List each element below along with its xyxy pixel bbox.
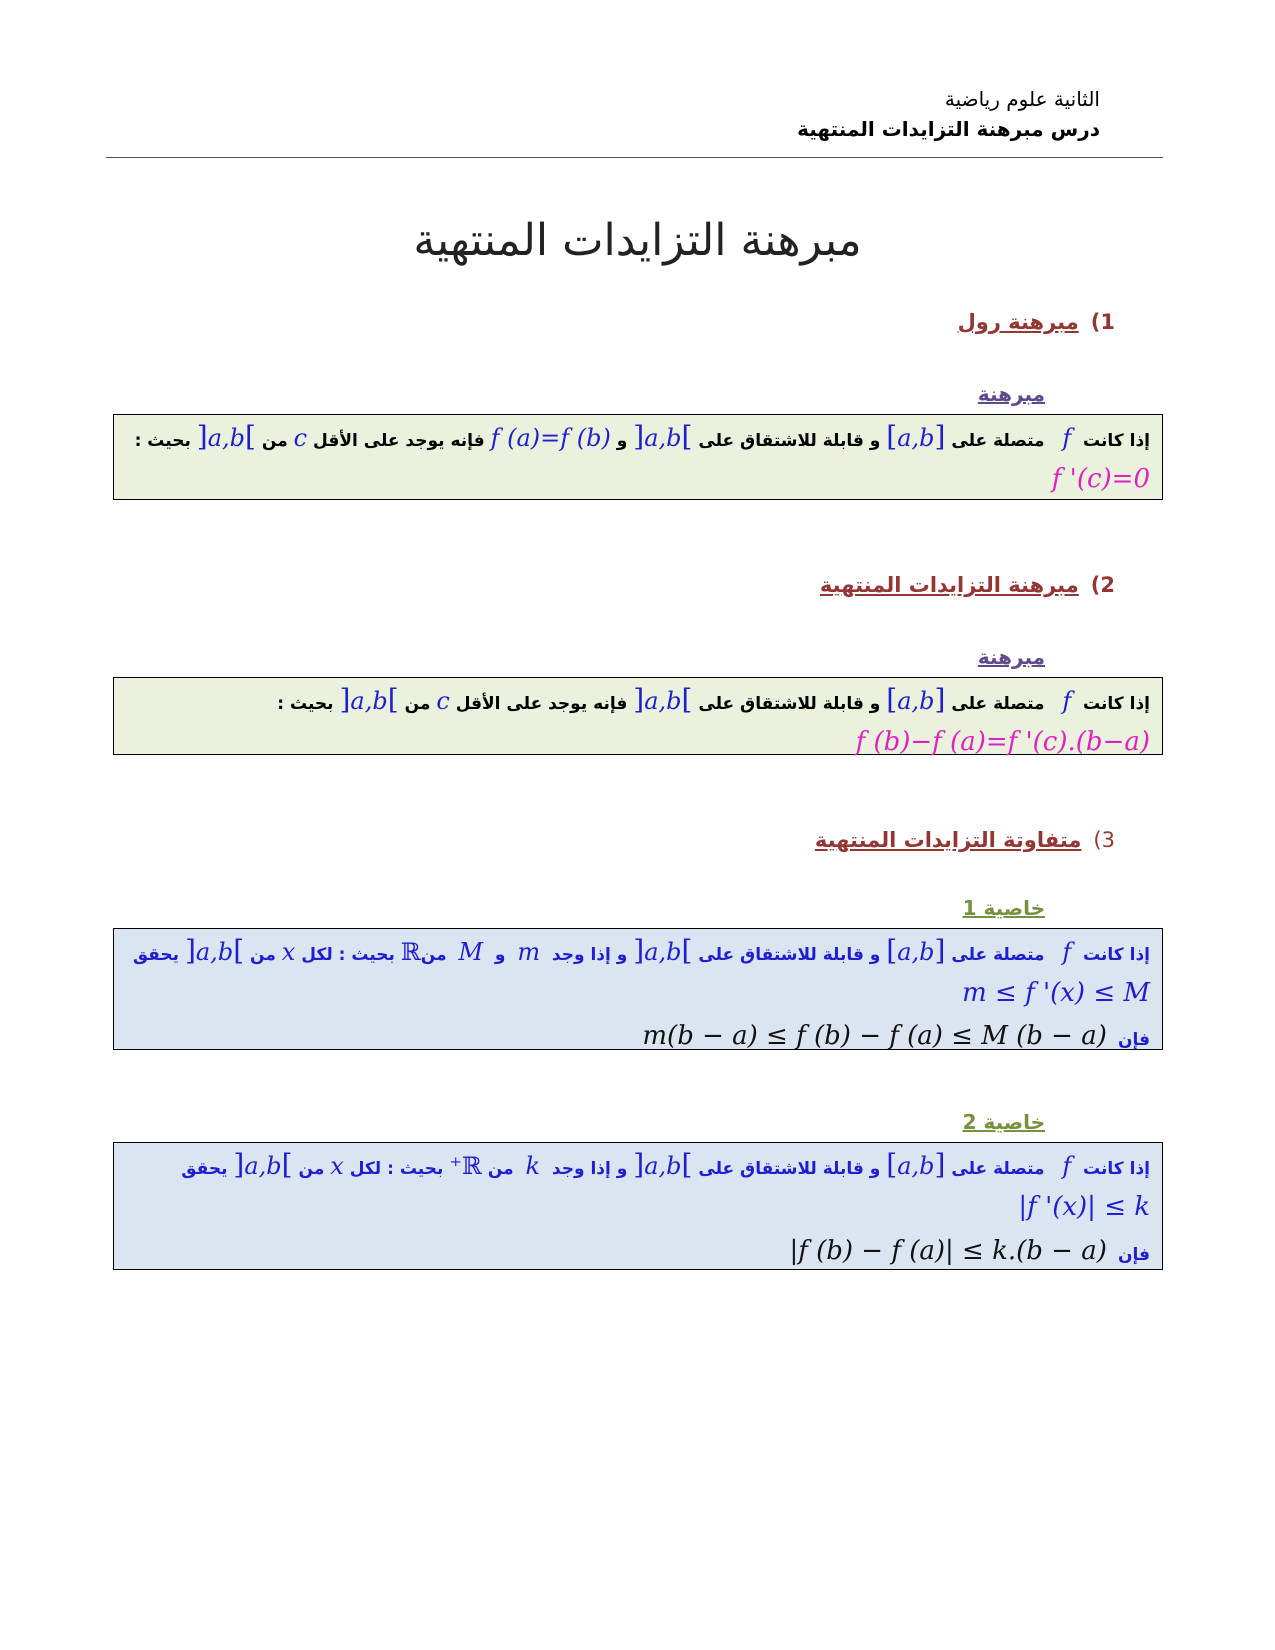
property-1-statement: إذا كانت f متصلة على [a,b] و قابلة للاشتقاق على ]a,b[ و إذا وجد m و M منℝ بحيث : لكل x من ]a,b[ يحقق bbox=[132, 934, 1150, 967]
abs-inequality-formula: |f (b) − f (a)| ≤ k.(b − a) bbox=[789, 1236, 1107, 1266]
theorem-label: مبرهنة bbox=[977, 382, 1045, 406]
property-1-box: إذا كانت f متصلة على [a,b] و قابلة للاشتقاق على ]a,b[ و إذا وجد m و M منℝ بحيث : لكل x من ]a,b[ يحقق m ≤ f '(x) ≤ M فإن m(b − a) ≤ f (b) − f (a) ≤ M (b − a) bbox=[113, 928, 1163, 1050]
page-title: مبرهنة التزايدات المنتهية bbox=[413, 215, 862, 266]
property-2-label: خاصية 2 bbox=[962, 1110, 1045, 1134]
rolle-formula: f '(c)=0 bbox=[1051, 464, 1150, 494]
mvt-statement: إذا كانت f متصلة على [a,b] و قابلة للاشتقاق على ]a,b[ فإنه يوجد على الأقل c من ]a,b[ بحيث : bbox=[277, 683, 1150, 716]
section-3-heading: 3)متفاوتة التزايدات المنتهية bbox=[814, 828, 1115, 852]
theorem-label: مبرهنة bbox=[977, 645, 1045, 669]
property-2-box: إذا كانت f متصلة على [a,b] و قابلة للاشتقاق على ]a,b[ و إذا وجد k من ℝ⁺ بحيث : لكل x من ]a,b[ يحقق |f '(x)| ≤ k فإن |f (b) − f (a)| ≤ k.(b − a) bbox=[113, 1142, 1163, 1270]
lesson-title: درس مبرهنة التزايدات المنتهية bbox=[797, 117, 1100, 141]
section-1-heading bbox=[958, 310, 1115, 334]
derivative-bounds-formula: m ≤ f '(x) ≤ M bbox=[962, 978, 1150, 1008]
mvt-formula: f (b)−f (a)=f '(c).(b−a) bbox=[855, 727, 1150, 757]
rolle-statement: إذا كانت f متصلة على [a,b] و قابلة للاشتقاق على ]a,b[ و f (a)=f (b) فإنه يوجد على الأقل c من ]a,b[ بحيث : bbox=[134, 420, 1150, 453]
section-title: مبرهنة رول bbox=[957, 310, 1079, 334]
class-level: الثانية علوم رياضية bbox=[944, 87, 1100, 111]
inequality-formula: m(b − a) ≤ f (b) − f (a) ≤ M (b − a) bbox=[642, 1021, 1107, 1051]
header-divider bbox=[106, 157, 1163, 158]
property-2-statement: إذا كانت f متصلة على [a,b] و قابلة للاشتقاق على ]a,b[ و إذا وجد k من ℝ⁺ بحيث : لكل x من ]a,b[ يحقق bbox=[181, 1148, 1150, 1181]
derivative-abs-bound-formula: |f '(x)| ≤ k bbox=[1018, 1192, 1150, 1222]
mvt-theorem-box bbox=[113, 677, 1163, 755]
document-header bbox=[797, 86, 1100, 144]
section-number: 1) bbox=[1090, 310, 1115, 334]
rolle-theorem-box bbox=[113, 414, 1163, 500]
property-1-label: خاصية 1 bbox=[962, 896, 1045, 920]
section-2-heading: 2)مبرهنة التزايدات المنتهية bbox=[819, 573, 1115, 597]
